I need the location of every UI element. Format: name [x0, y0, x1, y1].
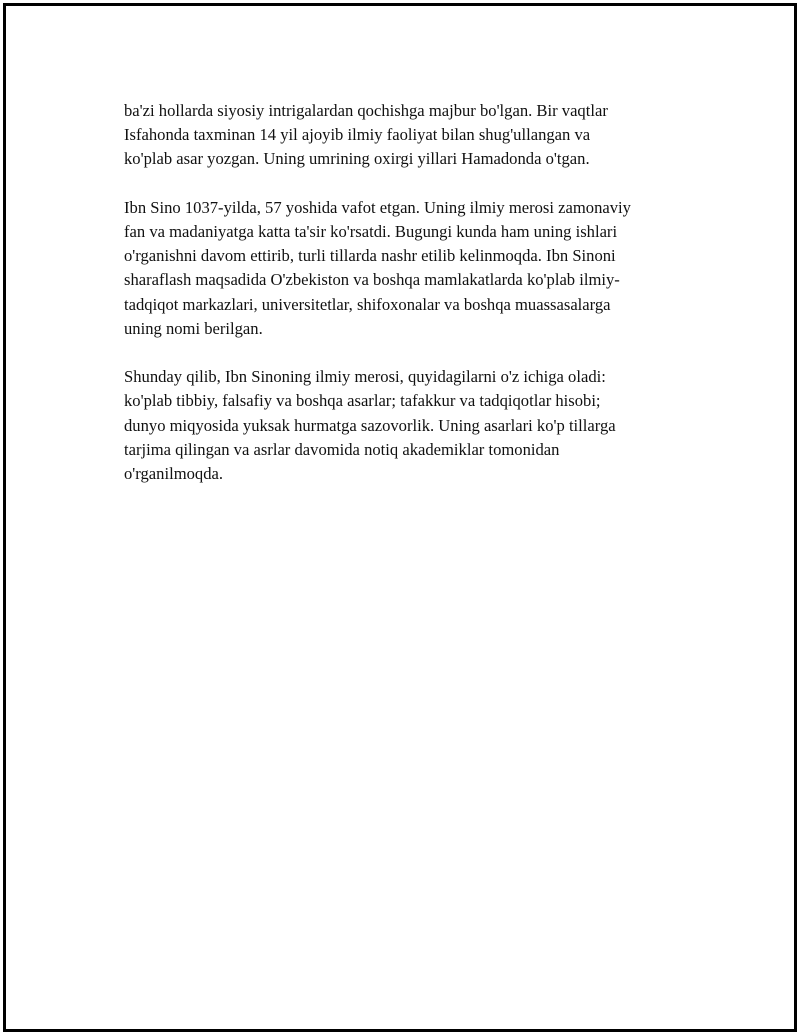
paragraph-2 — [124, 196, 704, 341]
text-line: tadqiqot markazlari, universitetlar, shifoxonalar va boshqa muassasalarga — [124, 294, 611, 314]
text-line: Shunday qilib, Ibn Sinoning ilmiy merosi, quyidagilarni o'z ichiga oladi: — [124, 367, 606, 387]
text-line: Ibn Sino 1037-yilda, 57 yoshida vafot etgan. Uning ilmiy merosi zamonaviy — [124, 197, 631, 217]
paragraph-1 — [124, 99, 704, 172]
text-line: ko'plab asar yozgan. Uning umrining oxirgi yillari Hamadonda o'tgan. — [124, 149, 590, 169]
text-line: uning nomi berilgan. — [124, 318, 263, 338]
paragraph-3 — [124, 365, 704, 486]
text-line: tarjima qilingan va asrlar davomida notiq akademiklar tomonidan — [124, 439, 560, 459]
text-line: ko'plab tibbiy, falsafiy va boshqa asarlar; tafakkur va tadqiqotlar hisobi; — [124, 391, 601, 411]
page-frame — [3, 3, 797, 1032]
text-line: ba'zi hollarda siyosiy intrigalardan qochishga majbur bo'lgan. Bir vaqtlar — [124, 101, 608, 120]
text-line: o'rganishni davom ettirib, turli tillarda nashr etilib kelinmoqda. Ibn Sinoni — [124, 246, 616, 266]
text-line: Isfahonda taxminan 14 yil ajoyib ilmiy faoliyat bilan shug'ullangan va — [124, 125, 591, 145]
text-line: o'rganilmoqda. — [124, 464, 224, 484]
text-line: fan va madaniyatga katta ta'sir ko'rsatdi. Bugungi kunda ham uning ishlari — [124, 222, 618, 241]
text-line: sharaflash maqsadida O'zbekiston va boshqa mamlakatlarda ko'plab ilmiy- — [124, 270, 620, 290]
document-body — [124, 99, 704, 510]
text-line: dunyo miqyosida yuksak hurmatga sazovorlik. Uning asarlari ko'p tillarga — [124, 415, 616, 435]
